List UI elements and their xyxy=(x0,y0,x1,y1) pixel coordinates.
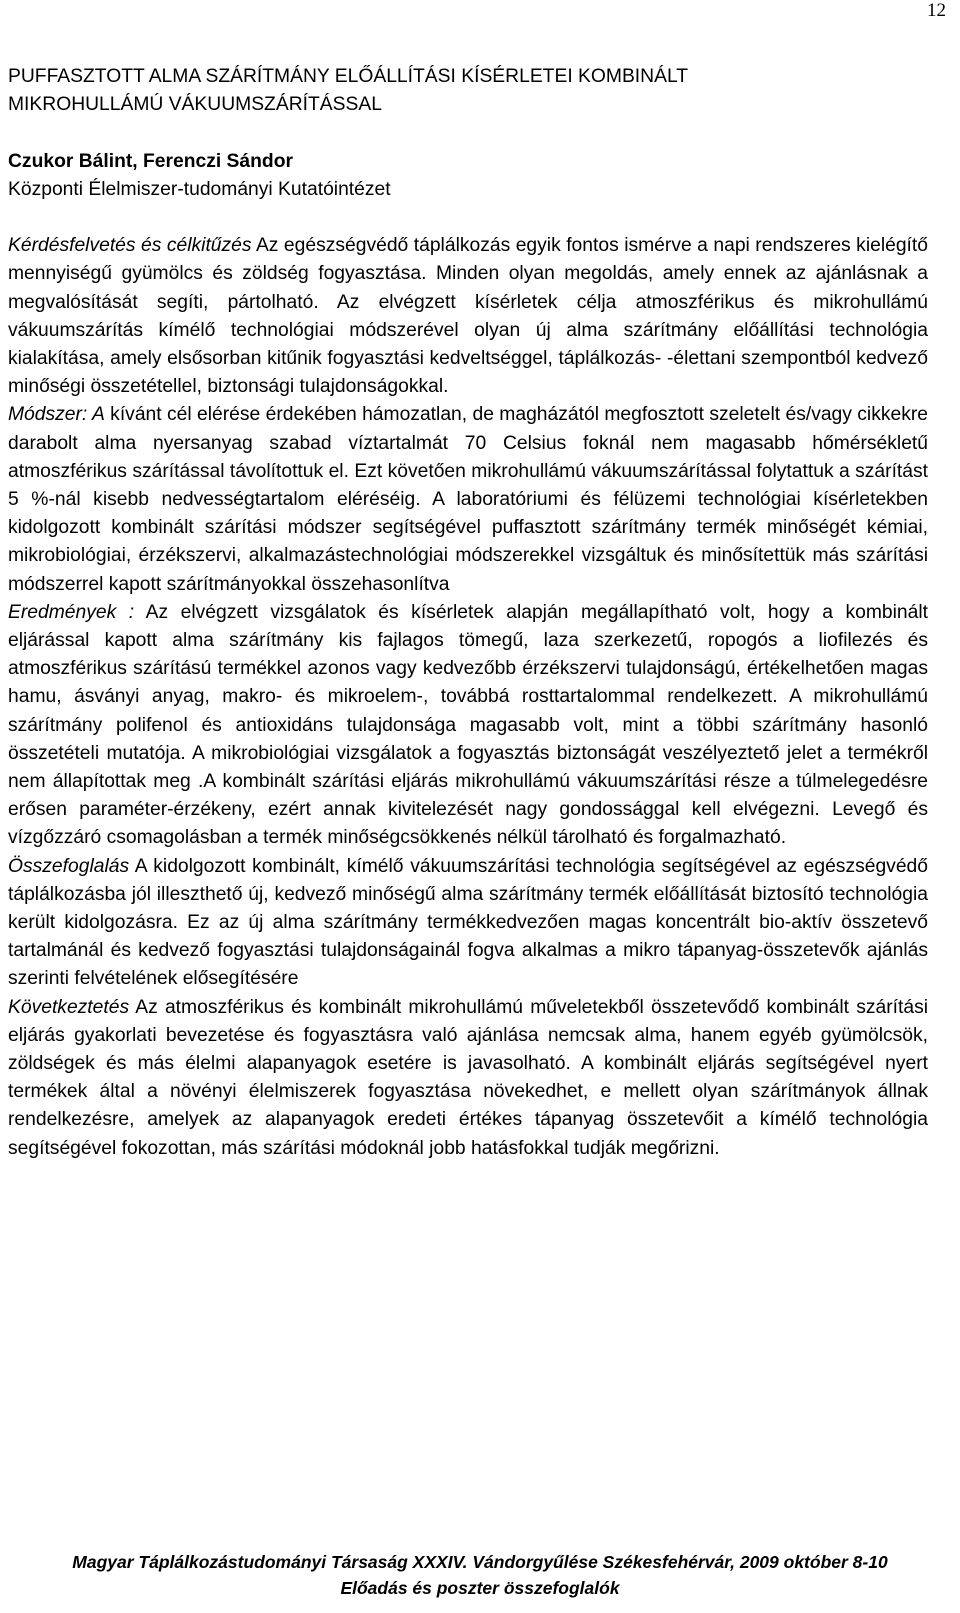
authors: Czukor Bálint, Ferenczi Sándor xyxy=(8,150,293,172)
section-eredmenyek xyxy=(8,599,928,853)
spacer xyxy=(8,204,928,232)
document-title-line-1: PUFFASZTOTT ALMA SZÁRÍTMÁNY ELŐÁLLÍTÁSI KÍSÉRLETEI KOMBINÁLT xyxy=(8,66,689,87)
section-label: Összefoglalás xyxy=(8,855,130,877)
section-text: Az elvégzett vizsgálatok és kísérletek alapján megállapítható volt, hogy a kombinált eljárással kapott alma szárítmány kis fajlagos tömegű, laza szerkezetű, ropogós a liofilezés és atmoszférikus szárítású termékkel azonos vagy kedvezőbb érzékszervi tulajdonságú, értékelhetően magas hamu, ásványi anyag, makro- és mikroelem-, továbbá rosttartalommal rendelkezett. A mikrohullámú szárítmány polifenol és antioxidáns tulajdonsága magasabb volt, mint a többi szárítmány hasonló összetételi mutatója. A mikrobiológiai vizsgálatok a fogyasztás biztonságát veszélyeztető jelet a termékről nem állapítottak meg .A kombinált szárítási eljárás mikrohullámú vákuumszárítási része a túlmelegedésre erősen paraméter-érzékeny, ezért annak kivitelezését nagy gondossággal kell elvégezni. Levegő és vízgőzzáró csomagolásban a termék minőségcsökkenés nélkül tárolható és forgalmazható. xyxy=(8,601,928,849)
section-text: Az atmoszférikus és kombinált mikrohullámú műveletekből összetevődő kombinált szárítási eljárás gyakorlati bevezetése és fogyasztásra való ajánlása nemcsak alma, hanem egyéb gyümölcsök, zöldségek és más élelmi alapanyagok esetére is javasolható. A kombinált eljárás segítségével nyert termékek által a növényi élelmiszerek fogyasztása növekedhet, e mellett olyan szárítmányok állnak rendelkezésre, amelyek az alapanyagok eredeti értékes tápanyag összetevőit a kímélő technológia segítségével fokozottan, más szárítási módoknál jobb hatásfokkal tudják megőrizni. xyxy=(8,996,928,1159)
section-osszefoglalas xyxy=(8,853,928,994)
section-label: Következtetés xyxy=(8,996,130,1018)
page-number: 12 xyxy=(927,0,946,21)
section-modszer xyxy=(8,401,928,598)
footer-line-1: Magyar Táplálkozástudományi Társaság XXXIV. Vándorgyűlése Székesfehérvár, 2009 október 8-10 xyxy=(72,1552,888,1572)
section-text: A kidolgozott kombinált, kímélő vákuumszárítási technológia segítségével az egészségvédő táplálkozásba jól illeszthető új, kedvező minőségű alma szárítmány termék előállítását biztosító technológia került kidolgozásra. Ez az új alma szárítmány termékkedvezően magas koncentrált bio-aktív összetevő tartalmánál és kedvező fogyasztási tulajdonságainál fogva alkalmas a mikro tápanyag-összetevők ajánlás szerinti felvételének elősegítésére xyxy=(8,855,928,990)
section-kerdesfelvetes xyxy=(8,232,928,401)
section-text: kívánt cél elérése érdekében hámozatlan, de magházától megfosztott szeletelt és/vagy cikkekre darabolt alma nyersanyag szabad víztartalmát 70 Celsius foknál nem magasabb hőmérsékletű atmoszférikus szárítással távolítottuk el. Ezt követően mikrohullámú vákuumszárítással folytattuk a szárítást 5 %-nál kisebb nedvességtartalom eléréséig. A laboratóriumi és félüzemi technológiai kísérletekben kidolgozott kombinált szárítási módszer segítségével puffasztott szárítmány termék minőségét kémiai, mikrobiológiai, érzékszervi, alkalmazástechnológiai módszerekkel vizsgáltuk és minősítettük más szárítási módszerrel kapott szárítmányokkal összehasonlítva xyxy=(8,404,929,595)
page-footer xyxy=(0,1549,960,1601)
section-label: Kérdésfelvetés és célkitűzés xyxy=(8,235,252,257)
document-title-line-2: MIKROHULLÁMÚ VÁKUUMSZÁRÍTÁSSAL xyxy=(8,94,382,116)
document-body xyxy=(8,63,928,1163)
section-label: Módszer: A xyxy=(8,404,105,426)
section-kovetkeztetes xyxy=(8,994,928,1163)
footer-line-2: Előadás és poszter összefoglalók xyxy=(340,1578,620,1598)
institute: Központi Élelmiszer-tudományi Kutatóintézet xyxy=(8,178,391,200)
spacer xyxy=(8,119,928,147)
section-text: Az egészségvédő táplálkozás egyik fontos ismérve a napi rendszeres kielégítő mennyiségű gyümölcs és zöldség fogyasztása. Minden olyan megoldás, amely ennek az ajánlásnak a megvalósítását segíti, pártolható. Az elvégzett kísérletek célja atmoszférikus és mikrohullámú vákuumszárítás kímélő technológiai módszerével olyan új alma szárítmány előállítási technológia kialakítása, amely elsősorban kitűnik fogyasztási kedveltséggel, táplálkozás- -élettani szempontból kedvező minőségi összetétellel, biztonsági tulajdonságokkal. xyxy=(8,235,928,398)
section-label: Eredmények : xyxy=(8,601,135,623)
